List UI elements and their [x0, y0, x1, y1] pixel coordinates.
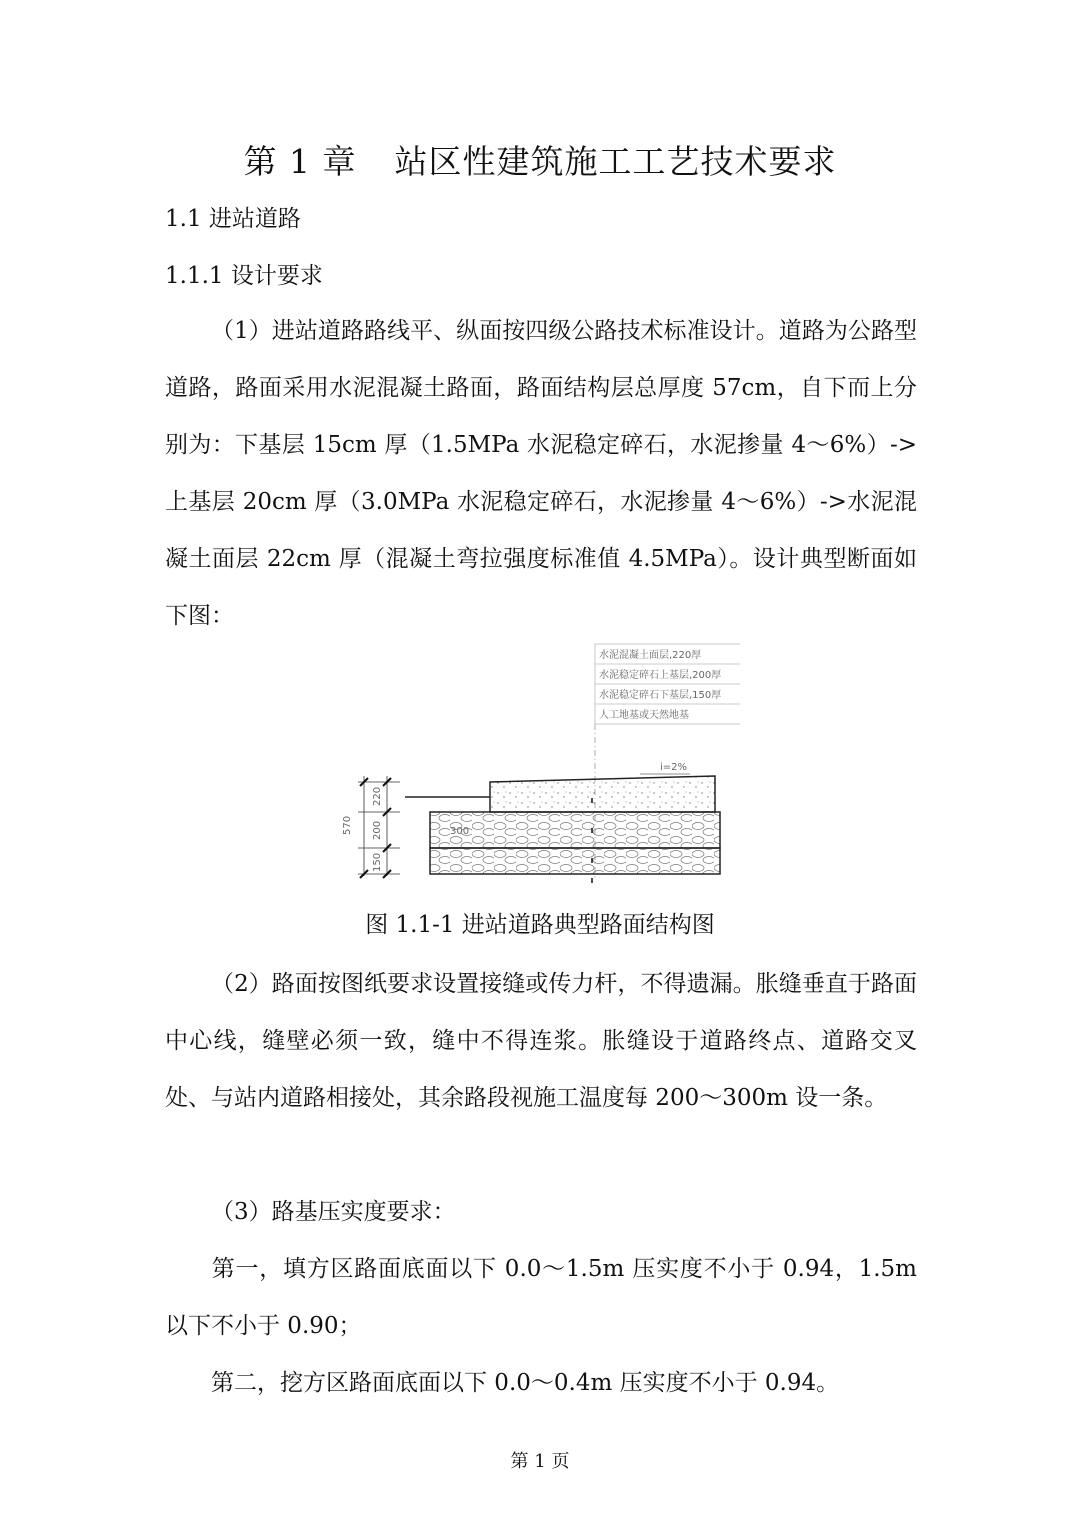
layer-thickness-label: 150: [372, 852, 383, 872]
legend-label: 水泥混凝土面层,220厚: [599, 650, 702, 661]
lower-base-layer: [430, 848, 720, 874]
concrete-surface-layer: [490, 776, 715, 812]
paragraph-fill-compaction: [165, 1241, 917, 1355]
paragraph-cut-compaction: [165, 1355, 917, 1412]
paragraph-compaction: [165, 1184, 917, 1241]
layer-legend: [595, 644, 740, 724]
paragraph-fill-compaction-text: 第一，填方区路面底面以下 0.0～1.5m 压实度不小于 0.94，1.5m 以下不小于 0.90；: [165, 1256, 917, 1339]
section-heading: 1.1 进站道路: [165, 206, 301, 232]
legend-label: 水泥稳定碎石上基层,200厚: [599, 670, 722, 681]
legend-label: 人工地基或天然地基: [599, 710, 689, 721]
paragraph-joints-text: （2）路面按图纸要求设置接缝或传力杆，不得遗漏。胀缝垂直于路面中心线，缝壁必须一致，缝中不得连浆。胀缝设于道路终点、道路交叉处、与站内道路相接处，其余路段视施工温度每 200～300m 设一条。: [165, 971, 917, 1111]
figure-caption: 图 1.1-1 进站道路典型路面结构图: [365, 912, 715, 938]
chapter-number: 第 1 章: [243, 142, 357, 181]
slope-label: i=2%: [660, 762, 688, 773]
paragraph-design-spec-text: （1）进站道路路线平、纵面按四级公路技术标准设计。道路为公路型道路，路面采用水泥混凝土路面，路面结构层总厚度 57cm，自下而上分别为：下基层 15cm 厚（1.5MPa 水泥稳定碎石，水泥掺量 4～6%）->上基层 20cm 厚（3.0MPa 水泥稳定碎石，水泥掺量 4～6%）->水泥混凝土面层 22cm 厚（混凝土弯拉强度标准值 4.5MPa）。设计典型断面如下图：: [165, 318, 917, 629]
inner-dimension-label: 300: [450, 826, 470, 837]
paragraph-compaction-text: （3）路基压实度要求：: [211, 1199, 456, 1225]
layer-thickness-label: 220: [372, 786, 383, 806]
chapter-name: 站区性建筑施工工艺技术要求: [394, 142, 837, 181]
paragraph-cut-compaction-text: 第二，挖方区路面底面以下 0.0～0.4m 压实度不小于 0.94。: [211, 1370, 840, 1396]
paragraph-joints: [165, 956, 917, 1127]
pavement-structure-figure: [340, 640, 740, 890]
page-number: 第 1 页: [510, 1451, 570, 1472]
layer-thickness-label: 200: [372, 820, 383, 840]
total-thickness-label: 570: [342, 815, 353, 835]
subsection-heading: 1.1.1 设计要求: [165, 263, 323, 289]
paragraph-design-spec: [165, 303, 917, 645]
legend-label: 水泥稳定碎石下基层,150厚: [599, 690, 722, 701]
chapter-title: [0, 136, 1080, 183]
upper-base-layer: [430, 812, 720, 848]
